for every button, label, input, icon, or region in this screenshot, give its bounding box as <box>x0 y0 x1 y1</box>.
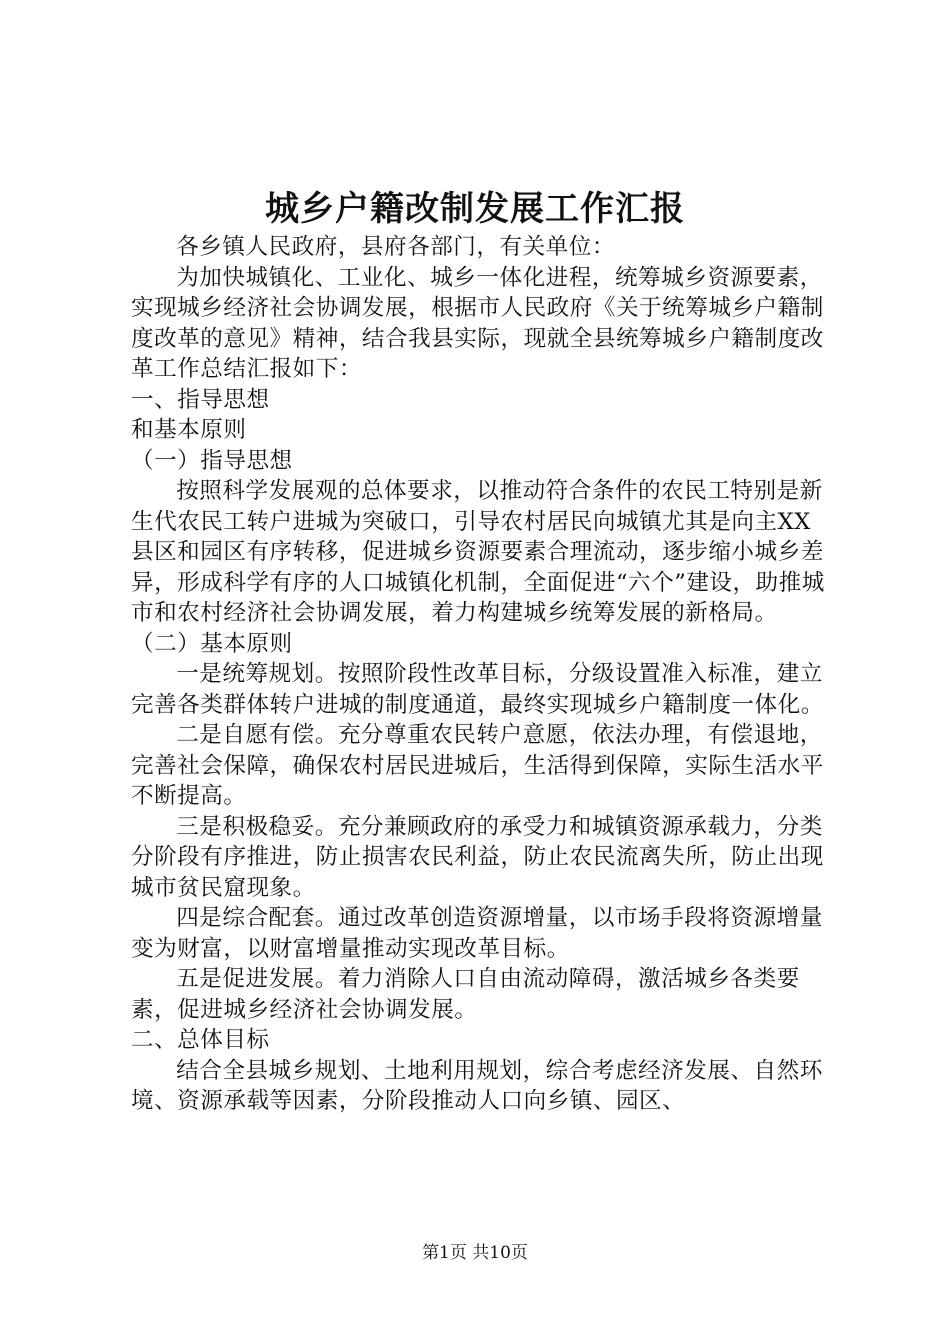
body-paragraph: 按照科学发展观的总体要求，以推动符合条件的农民工特别是新生代农民工转户进城为突破口，引导农村居民向城镇尤其是向主XX县区和园区有序转移，促进城乡资源要素合理流动，逐步缩小城乡差异，形成科学有序的人口城镇化机制，全面促进“六个”建设，助推城市和农村经济社会协调发展，着力构建城乡统筹发展的新格局。 <box>131 478 825 626</box>
principle-paragraph: 二是自愿有偿。充分尊重农民转户意愿，依法办理，有偿退地，完善社会保障，确保农村居民进城后，生活得到保障，实际生活水平不断提高。 <box>131 722 824 809</box>
principle-paragraph: 一是统筹规划。按照阶段性改革目标，分级设置准入标准，建立完善各类群体转户进城的制度通道，最终实现城乡户籍制度一体化。 <box>131 661 824 718</box>
section-heading-continued: 和基本原则 <box>131 417 247 443</box>
subsection-heading: （一）指导思想 <box>131 447 293 474</box>
document-body <box>131 232 831 1117</box>
subsection-heading: （二）基本原则 <box>131 630 293 657</box>
section-heading: 一、指导思想 <box>131 386 270 413</box>
section-heading: 二、总体目标 <box>131 1027 270 1053</box>
document-title: 城乡户籍改制发展工作汇报 <box>265 189 685 229</box>
principle-paragraph: 五是促进发展。着力消除人口自由流动障碍，激活城乡各类要素，促进城乡经济社会协调发展。 <box>131 966 800 1023</box>
principle-paragraph: 三是积极稳妥。充分兼顾政府的承受力和城镇资源承载力，分类分阶段有序推进，防止损害农民利益，防止农民流离失所，防止出现城市贫民窟现象。 <box>131 813 824 901</box>
page-footer: 第1页 共10页 <box>422 1243 528 1263</box>
body-paragraph: 结合全县城乡规划、土地利用规划，综合考虑经济发展、自然环境、资源承载等因素，分阶段推动人口向乡镇、园区、 <box>131 1057 823 1114</box>
intro-paragraph: 为加快城镇化、工业化、城乡一体化进程，统筹城乡资源要素，实现城乡经济社会协调发展，根据市人民政府《关于统筹城乡户籍制度改革的意见》精神，结合我县实际，现就全县统筹城乡户籍制度改革工作总结汇报如下： <box>131 264 824 382</box>
principle-paragraph: 四是综合配套。通过改革创造资源增量，以市场手段将资源增量变为财富，以财富增量推动实现改革目标。 <box>131 905 823 962</box>
salutation-paragraph: 各乡镇人民政府，县府各部门，有关单位： <box>176 234 615 260</box>
